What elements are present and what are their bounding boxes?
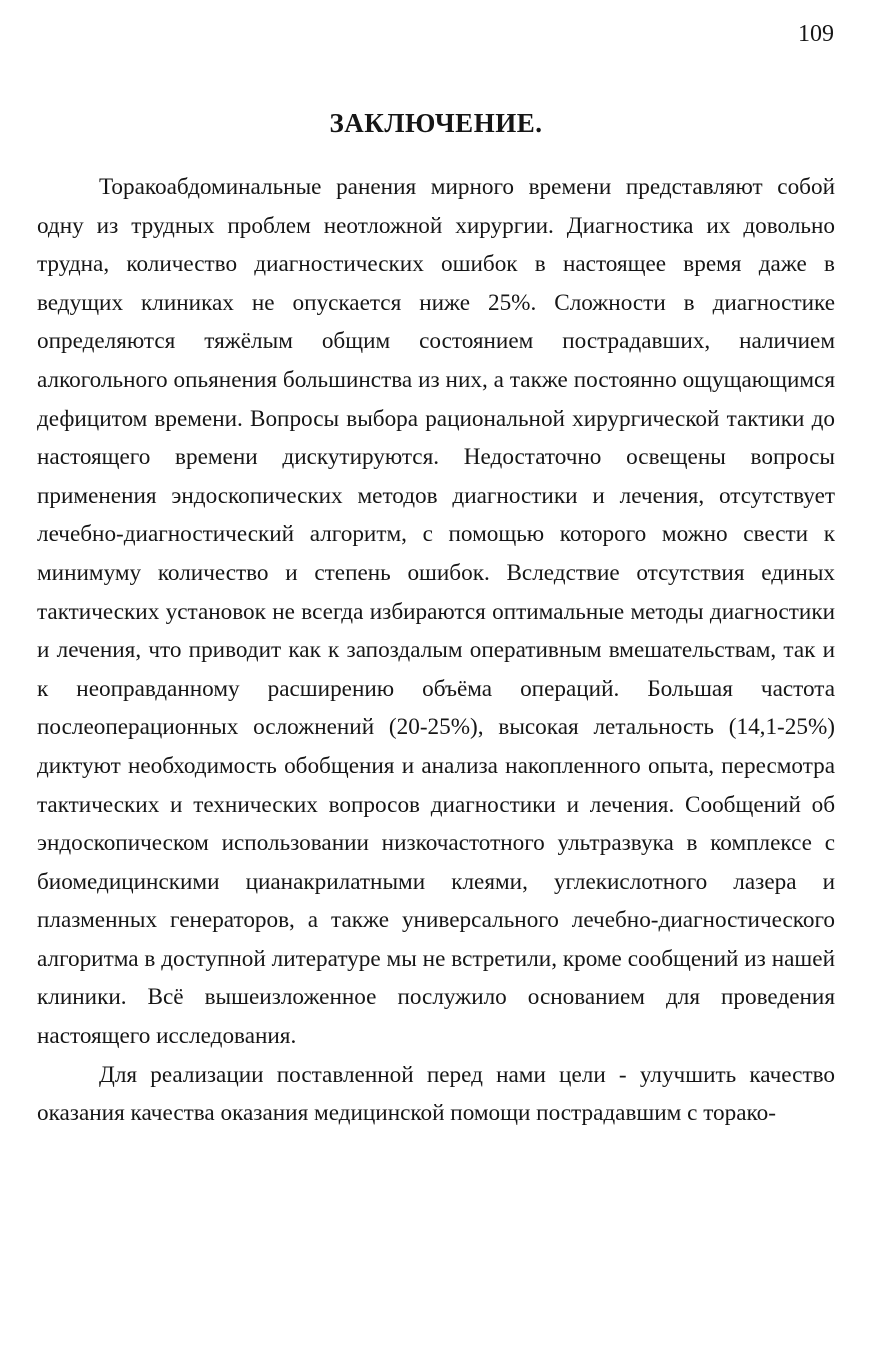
- paragraph-1: Торакоабдоминальные ранения мирного времени представляют собой одну из трудных проблем неотложной хирургии. Диагностика их довольно трудна, количество диагностических ошибок в настоящее время даже в ведущих клиниках не опускается ниже 25%. Сложности в диагностике определяются тяжёлым общим состоянием пострадавших, наличием алкогольного опьянения большинства из них, а также постоянно ощущающимся дефицитом времени. Вопросы выбора рациональной хирургической тактики до настоящего времени дискутируются. Недостаточно освещены вопросы применения эндоскопических методов диагностики и лечения, отсутствует лечебно-диагностический алгоритм, с помощью которого можно свести к минимуму количество и степень ошибок. Вследствие отсутствия единых тактических установок не всегда избираются оптимальные методы диагностики и лечения, что приводит как к запоздалым оперативным вмешательствам, так и к неоправданному расширению объёма операций. Большая частота послеоперационных осложнений (20-25%), высокая летальность (14,1-25%) диктуют необходимость обобщения и анализа накопленного опыта, пересмотра тактических и технических вопросов диагностики и лечения. Сообщений об эндоскопическом использовании низкочастотного ультразвука в комплексе с биомедицинскими цианакрилатными клеями, углекислотного лазера и плазменных генераторов, а также универсального лечебно-диагностического алгоритма в доступной литературе мы не встретили, кроме сообщений из нашей клиники. Всё вышеизложенное послужило основанием для проведения настоящего исследования.: [37, 174, 835, 1050]
- paragraph-2: Для реализации поставленной перед нами цели - улучшить качество оказания качества оказания медицинской помощи пострадавшим с торако-: [37, 1061, 835, 1127]
- page-number: 109: [798, 21, 834, 47]
- section-title: ЗАКЛЮЧЕНИЕ.: [329, 108, 543, 138]
- body-text: [37, 168, 835, 1133]
